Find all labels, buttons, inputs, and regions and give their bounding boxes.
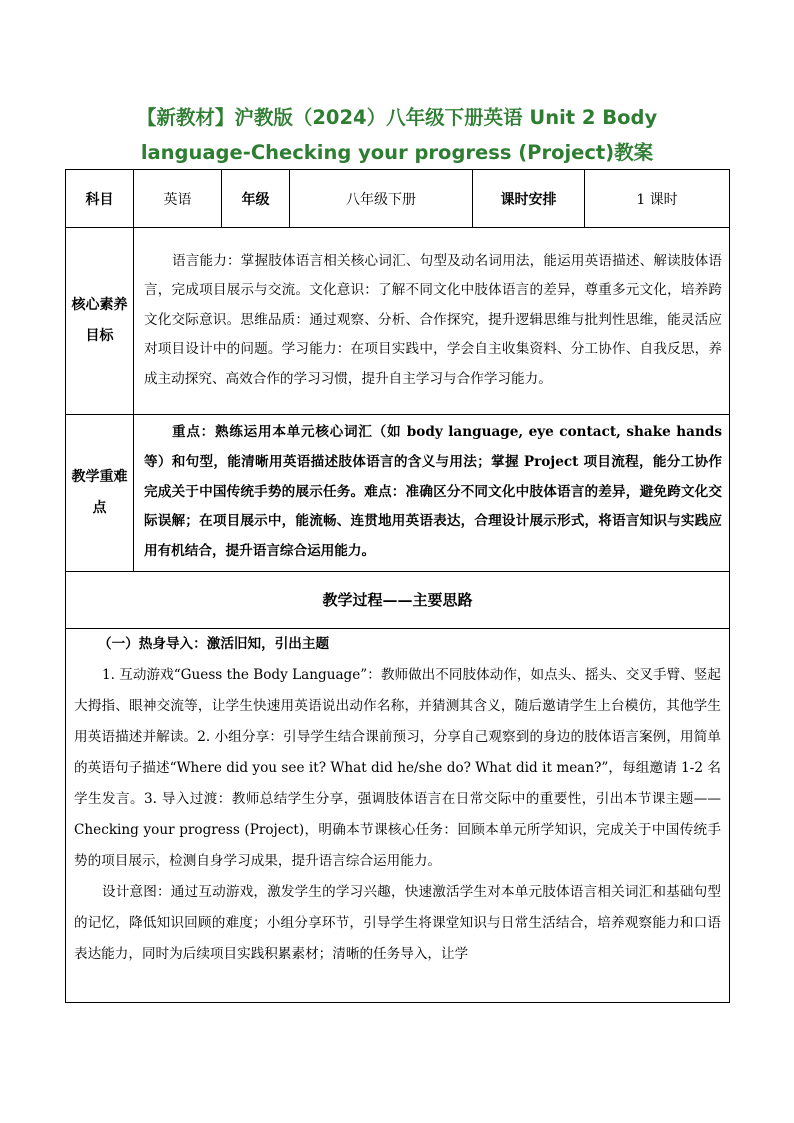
title-line-2: language-Checking your progress (Project)教案 [140, 141, 654, 164]
key-points-text: 重点：熟练运用本单元核心词汇（如 body language, eye contact, shake hands 等）和句型，能清晰用英语描述肢体语言的含义与用法；掌握 Project 项目流程，能分工协作完成关于中国传统手势的展示任务。难点：准确区分不同文化中肢体语言的差异，避免跨文化交际误解；在项目展示中，能流畅、连贯地用英语表达，合理设计展示形式，将语言知识与实践应用有机结合，提升语言综合运用能力。 [134, 415, 730, 572]
subject-label: 科目 [66, 170, 134, 228]
grade-label: 年级 [222, 170, 290, 228]
title-line-1: 【新教材】沪教版（2024）八年级下册英语 Unit 2 Body [136, 106, 658, 129]
literacy-text: 语言能力：掌握肢体语言相关核心词汇、句型及动名词用法，能运用英语描述、解读肢体语言，完成项目展示与交流。文化意识：了解不同文化中肢体语言的差异，尊重多元文化，培养跨文化交际意识。思维品质：通过观察、分析、合作探究，提升逻辑思维与批判性思维，能灵活应对项目设计中的问题。学习能力：在项目实践中，学会自主收集资料、分工协作、自我反思，养成主动探究、高效合作的学习习惯，提升自主学习与合作学习能力。 [134, 228, 730, 415]
key-points-row [66, 415, 730, 572]
info-row [66, 170, 730, 228]
grade-value: 八年级下册 [290, 170, 473, 228]
process-paragraph-2: 设计意图：通过互动游戏，激发学生的学习兴趣，快速激活学生对本单元肢体语言相关词汇和基础句型的记忆，降低知识回顾的难度；小组分享环节，引导学生将课堂知识与日常生活结合，培养观察能力和口语表达能力，同时为后续项目实践积累素材；清晰的任务导入，让学 [74, 883, 721, 962]
literacy-label: 核心素养目标 [66, 228, 134, 415]
process-row [66, 628, 730, 1002]
subject-value: 英语 [134, 170, 222, 228]
hours-value: 1 课时 [585, 170, 730, 228]
process-subheading: （一）热身导入：激活旧知，引出主题 [98, 635, 330, 652]
literacy-row [66, 228, 730, 415]
key-points-label: 教学重难点 [66, 415, 134, 572]
process-paragraph-1: 1. 互动游戏“Guess the Body Language”：教师做出不同肢体动作，如点头、摇头、交叉手臂、竖起大拇指、眼神交流等，让学生快速用英语说出动作名称，并猜测其含义，随后邀请学生上台模仿，其他学生用英语描述并解读。2. 小组分享：引导学生结合课前预习，分享自己观察到的身边的肢体语言案例，用简单的英语句子描述“Where did you see it? What did he/she do? What did it mean?”，每组邀请 1-2 名学生发言。3. 导入过渡：教师总结学生分享，强调肢体语言在日常交际中的重要性，引出本节课主题——Checking your progress (Project)，明确本节课核心任务：回顾本单元所学知识，完成关于中国传统手势的项目展示，检测自身学习成果，提升语言综合运用能力。 [74, 666, 721, 869]
hours-label: 课时安排 [473, 170, 585, 228]
document-title [60, 100, 734, 170]
process-heading-row [66, 571, 730, 628]
process-content [66, 628, 730, 1002]
lesson-plan-table [65, 169, 730, 1003]
process-heading: 教学过程——主要思路 [66, 571, 730, 628]
